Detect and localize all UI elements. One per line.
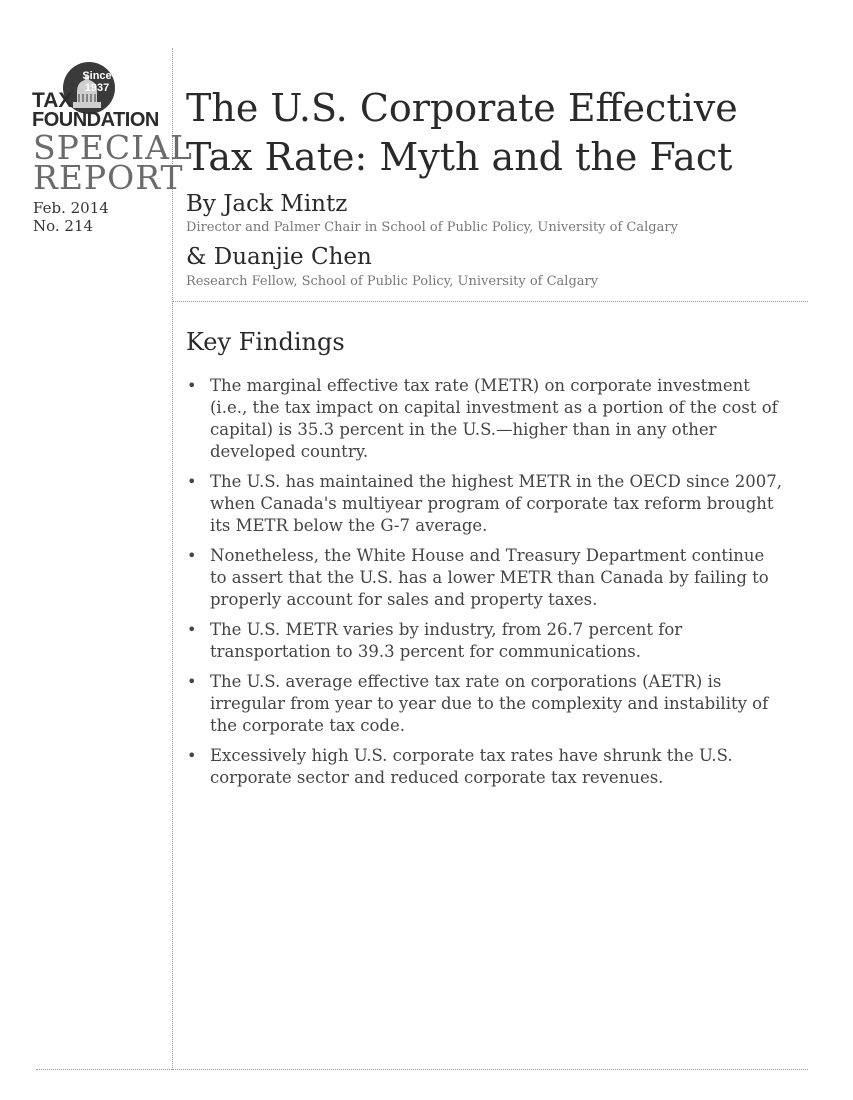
bullet-icon: •	[187, 546, 197, 565]
bullet-icon: •	[187, 746, 197, 765]
bullet-icon: •	[187, 672, 197, 691]
affiliation-mintz: Director and Palmer Chair in School of Public Policy, University of Calgary	[186, 220, 678, 235]
affiliation-chen: Research Fellow, School of Public Policy, University of Calgary	[186, 274, 599, 289]
finding-text: The marginal effective tax rate (METR) on corporate investment (i.e., the tax impact on capital investment as a portion of the cost of capital) is 35.3 percent in the U.S.—higher than in any other developed country.	[210, 376, 778, 461]
logo-text-foundation: FOUNDATION	[32, 109, 159, 131]
report-number: No. 214	[33, 217, 94, 235]
finding-item	[186, 671, 786, 737]
finding-item	[186, 375, 786, 463]
header-divider	[172, 301, 808, 302]
bullet-icon: •	[187, 620, 197, 639]
finding-item	[186, 545, 786, 611]
finding-item	[186, 471, 786, 537]
logo-text-tax: TAX	[32, 89, 73, 112]
footer-divider	[36, 1069, 808, 1070]
bullet-icon: •	[187, 376, 197, 395]
author-chen: & Duanjie Chen	[186, 244, 372, 270]
report-type-special: SPECIAL	[33, 128, 193, 167]
finding-text: The U.S. has maintained the highest METR in the OECD since 2007, when Canada's multiyear program of corporate tax reform brought its METR below the G-7 average.	[210, 472, 783, 535]
key-findings-list	[186, 375, 786, 797]
finding-text: Nonetheless, the White House and Treasury Department continue to assert that the U.S. has a lower METR than Canada by failing to properly account for sales and property taxes.	[210, 546, 769, 609]
sidebar-divider	[172, 48, 173, 1070]
seal-since-text: Since 1937	[82, 70, 112, 94]
tax-foundation-logo	[24, 62, 164, 130]
report-type-report: REPORT	[33, 158, 184, 197]
key-findings-heading: Key Findings	[186, 328, 345, 356]
finding-item	[186, 745, 786, 789]
finding-text: Excessively high U.S. corporate tax rates have shrunk the U.S. corporate sector and reduced corporate tax revenues.	[210, 746, 733, 787]
report-date: Feb. 2014	[33, 199, 109, 217]
finding-item	[186, 619, 786, 663]
author-mintz: By Jack Mintz	[186, 191, 348, 217]
finding-text: The U.S. METR varies by industry, from 26.7 percent for transportation to 39.3 percent for communications.	[210, 620, 683, 661]
bullet-icon: •	[187, 472, 197, 491]
finding-text: The U.S. average effective tax rate on corporations (AETR) is irregular from year to year due to the complexity and instability of the corporate tax code.	[210, 672, 769, 735]
report-title: The U.S. Corporate Effective Tax Rate: Myth and the Fact	[186, 86, 738, 179]
